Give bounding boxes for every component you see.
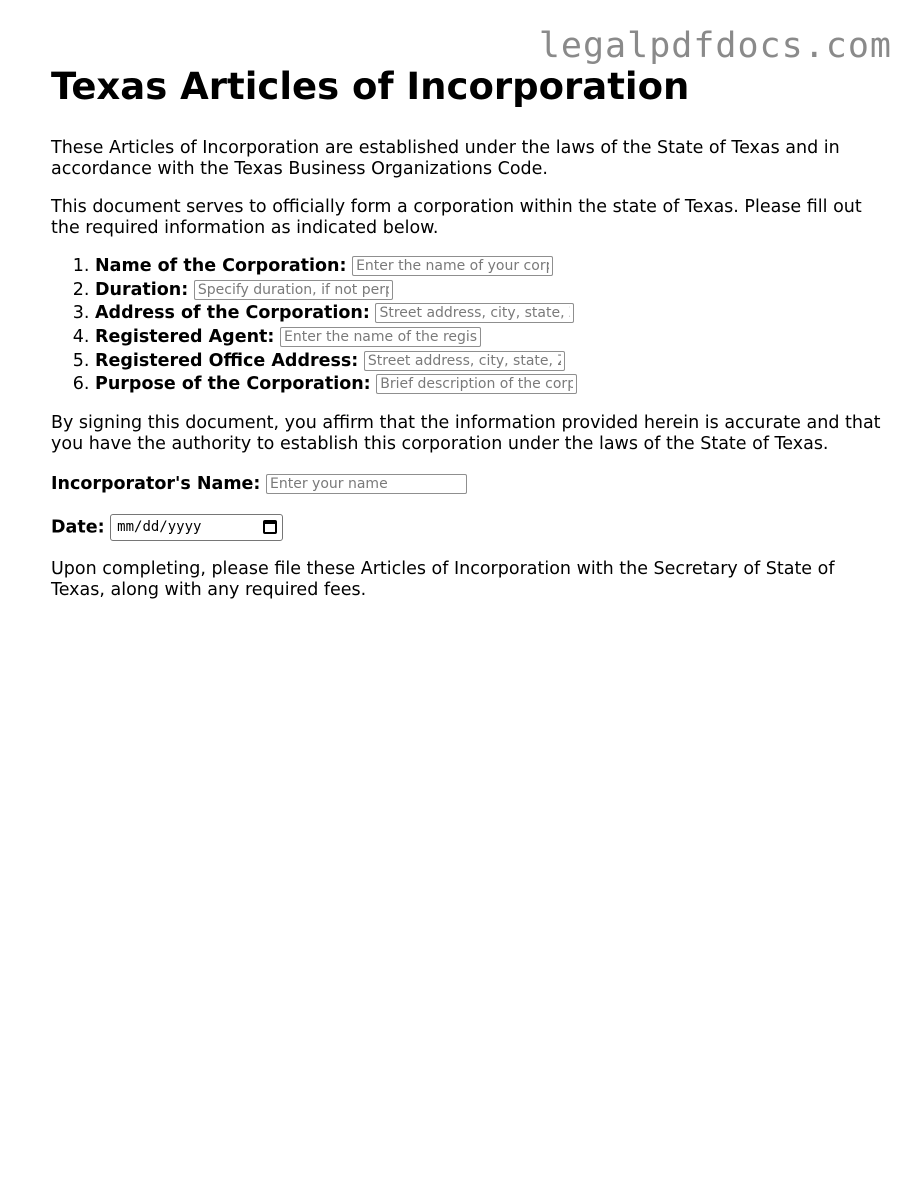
field-item-duration	[95, 280, 881, 301]
closing-paragraph: Upon completing, please file these Articles of Incorporation with the Secretary of State of Texas, along with any required fees.	[51, 559, 835, 601]
purpose-input[interactable]	[376, 374, 577, 394]
field-item-corporation-address	[95, 303, 881, 324]
purpose-label: Purpose of the Corporation:	[95, 374, 371, 395]
calendar-icon[interactable]	[263, 520, 277, 534]
document-body	[51, 62, 881, 618]
registered-office-address-label: Registered Office Address:	[95, 350, 359, 371]
intro-paragraph-1: These Articles of Incorporation are established under the laws of the State of Texas and in accordance with the Texas Business Organizations Code.	[51, 138, 840, 179]
watermark: legalpdfdocs.com	[538, 26, 892, 66]
registered-agent-input[interactable]	[280, 327, 481, 347]
corporation-fields-list	[51, 256, 881, 395]
field-item-purpose	[95, 374, 881, 395]
page-title: Texas Articles of Incorporation	[51, 65, 690, 108]
affirmation-paragraph: By signing this document, you affirm that the information provided herein is accurate and that you have the authority to establish this corporation under the laws of the State of Texas.	[51, 413, 881, 455]
duration-label: Duration:	[95, 279, 189, 300]
registered-agent-label: Registered Agent:	[95, 327, 275, 348]
date-input[interactable]	[110, 514, 283, 541]
date-placeholder: mm/dd/yyyy	[117, 519, 202, 536]
corporation-name-input[interactable]	[352, 256, 553, 276]
incorporator-name-input[interactable]	[266, 474, 467, 494]
field-item-registered-office-address	[95, 351, 881, 372]
intro-paragraph-2: This document serves to officially form a corporation within the state of Texas. Please fill out the required information as indicated below.	[51, 197, 862, 238]
duration-input[interactable]	[194, 280, 393, 300]
incorporator-row	[51, 472, 881, 496]
corporation-address-input[interactable]	[375, 303, 574, 323]
corporation-name-label: Name of the Corporation:	[95, 256, 347, 276]
incorporator-name-label: Incorporator's Name:	[51, 474, 261, 495]
date-row	[51, 514, 881, 541]
date-label: Date:	[51, 517, 105, 538]
field-item-corporation-name	[95, 256, 881, 277]
corporation-address-label: Address of the Corporation:	[95, 303, 370, 324]
registered-office-address-input[interactable]	[364, 351, 565, 371]
field-item-registered-agent	[95, 327, 881, 348]
